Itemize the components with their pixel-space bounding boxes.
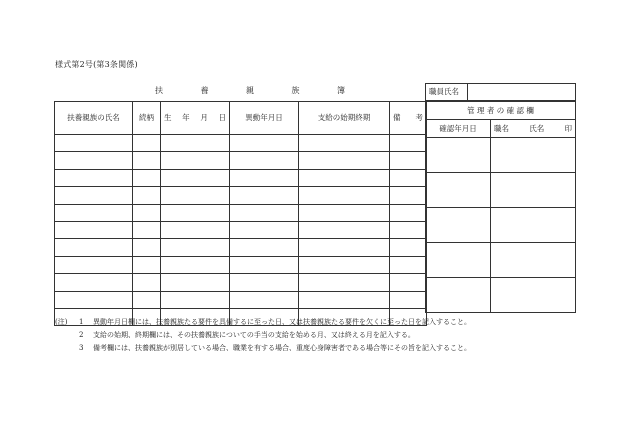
cell-payment-period[interactable] — [299, 221, 390, 238]
cell-remarks[interactable] — [390, 187, 427, 204]
cell-change-date[interactable] — [230, 291, 299, 308]
cell-relationship[interactable] — [133, 291, 161, 308]
cell-confirm-signature[interactable] — [491, 173, 576, 208]
cell-payment-period[interactable] — [299, 239, 390, 256]
cell-dependent-name[interactable] — [55, 204, 133, 221]
form-number-label: 様式第2号(第3条関係) — [55, 60, 138, 69]
cell-confirm-signature[interactable] — [491, 243, 576, 278]
col-header-remarks: 備 考 — [390, 102, 427, 135]
cell-relationship[interactable] — [133, 274, 161, 291]
table-row — [55, 204, 427, 221]
staff-name-box — [425, 83, 576, 101]
cell-dependent-name[interactable] — [55, 256, 133, 273]
staff-name-label: 職員氏名 — [426, 84, 468, 101]
cell-birthdate[interactable] — [161, 256, 230, 273]
cell-confirm-date[interactable] — [426, 173, 491, 208]
cell-change-date[interactable] — [230, 256, 299, 273]
cell-birthdate[interactable] — [161, 187, 230, 204]
cell-birthdate[interactable] — [161, 152, 230, 169]
cell-confirm-date[interactable] — [426, 208, 491, 243]
cell-payment-period[interactable] — [299, 256, 390, 273]
notes-label: (注) — [55, 318, 68, 326]
table-row — [55, 256, 427, 273]
cell-remarks[interactable] — [390, 274, 427, 291]
title-char: 扶 — [155, 86, 163, 95]
cell-change-date[interactable] — [230, 169, 299, 186]
cell-birthdate[interactable] — [161, 274, 230, 291]
confirm-row — [426, 173, 576, 208]
cell-confirm-signature[interactable] — [491, 208, 576, 243]
confirm-row — [426, 278, 576, 313]
cell-payment-period[interactable] — [299, 152, 390, 169]
notes — [55, 316, 471, 355]
table-row — [55, 291, 427, 308]
table-row — [55, 169, 427, 186]
cell-dependent-name[interactable] — [55, 291, 133, 308]
cell-dependent-name[interactable] — [55, 135, 133, 152]
cell-relationship[interactable] — [133, 135, 161, 152]
cell-change-date[interactable] — [230, 221, 299, 238]
cell-remarks[interactable] — [390, 256, 427, 273]
cell-dependent-name[interactable] — [55, 274, 133, 291]
cell-relationship[interactable] — [133, 239, 161, 256]
col-header-payment-period: 支給の始期終期 — [299, 102, 390, 135]
confirm-row — [426, 138, 576, 173]
confirm-row — [426, 243, 576, 278]
cell-remarks[interactable] — [390, 291, 427, 308]
col-header-change-date: 異動年月日 — [230, 102, 299, 135]
form-title — [155, 85, 345, 96]
cell-confirm-signature[interactable] — [491, 138, 576, 173]
table-row — [55, 239, 427, 256]
note-item: (注) 1 異動年月日欄には、扶養親族たる要件を具備するに至った日、又は扶養親族たる要件を欠くに至った日を記入すること。 — [55, 316, 471, 329]
cell-relationship[interactable] — [133, 256, 161, 273]
table-row — [55, 187, 427, 204]
cell-change-date[interactable] — [230, 274, 299, 291]
cell-payment-period[interactable] — [299, 274, 390, 291]
cell-confirm-date[interactable] — [426, 138, 491, 173]
cell-change-date[interactable] — [230, 187, 299, 204]
cell-relationship[interactable] — [133, 187, 161, 204]
cell-confirm-signature[interactable] — [491, 278, 576, 313]
title-char: 簿 — [337, 86, 345, 95]
col-header-relationship: 続柄 — [133, 102, 161, 135]
cell-birthdate[interactable] — [161, 291, 230, 308]
cell-payment-period[interactable] — [299, 204, 390, 221]
cell-change-date[interactable] — [230, 204, 299, 221]
cell-remarks[interactable] — [390, 204, 427, 221]
cell-dependent-name[interactable] — [55, 221, 133, 238]
cell-birthdate[interactable] — [161, 239, 230, 256]
cell-remarks[interactable] — [390, 221, 427, 238]
cell-dependent-name[interactable] — [55, 169, 133, 186]
confirm-title: 管 理 者 の 確 認 欄 — [426, 102, 576, 120]
cell-remarks[interactable] — [390, 169, 427, 186]
cell-change-date[interactable] — [230, 152, 299, 169]
confirm-row — [426, 208, 576, 243]
table-row — [55, 221, 427, 238]
cell-birthdate[interactable] — [161, 135, 230, 152]
dependents-table — [54, 101, 427, 326]
staff-name-field[interactable] — [468, 84, 576, 101]
table-row — [55, 152, 427, 169]
table-row — [55, 274, 427, 291]
cell-confirm-date[interactable] — [426, 243, 491, 278]
note-item: 2 支給の始期、終期欄には、その扶養親族についての手当の支給を始める月、又は終える月を記入する。 — [79, 331, 415, 339]
cell-payment-period[interactable] — [299, 187, 390, 204]
title-char: 族 — [291, 86, 300, 95]
confirm-name-header: 職名 氏名 印 — [491, 120, 576, 138]
note-item: 3 備考欄には、扶養親族が別居している場合、職業を有する場合、重度心身障害者である場合等にその旨を記入すること。 — [79, 344, 471, 352]
col-header-birthdate: 生 年 月 日 — [161, 102, 230, 135]
cell-payment-period[interactable] — [299, 135, 390, 152]
cell-change-date[interactable] — [230, 135, 299, 152]
cell-remarks[interactable] — [390, 152, 427, 169]
cell-remarks[interactable] — [390, 239, 427, 256]
cell-relationship[interactable] — [133, 169, 161, 186]
cell-payment-period[interactable] — [299, 291, 390, 308]
header-row — [55, 102, 427, 135]
cell-confirm-date[interactable] — [426, 278, 491, 313]
table-row — [55, 135, 427, 152]
cell-relationship[interactable] — [133, 152, 161, 169]
cell-relationship[interactable] — [133, 204, 161, 221]
cell-dependent-name[interactable] — [55, 239, 133, 256]
cell-dependent-name[interactable] — [55, 187, 133, 204]
cell-birthdate[interactable] — [161, 221, 230, 238]
cell-relationship[interactable] — [133, 221, 161, 238]
cell-change-date[interactable] — [230, 239, 299, 256]
cell-birthdate[interactable] — [161, 204, 230, 221]
cell-payment-period[interactable] — [299, 169, 390, 186]
confirm-date-header: 確認年月日 — [426, 120, 491, 138]
col-header-dependent-name: 扶養親族の氏名 — [55, 102, 133, 135]
title-char: 養 — [200, 86, 209, 95]
cell-dependent-name[interactable] — [55, 152, 133, 169]
title-char: 親 — [246, 86, 254, 95]
cell-birthdate[interactable] — [161, 169, 230, 186]
manager-confirmation-table — [425, 101, 576, 313]
cell-remarks[interactable] — [390, 135, 427, 152]
